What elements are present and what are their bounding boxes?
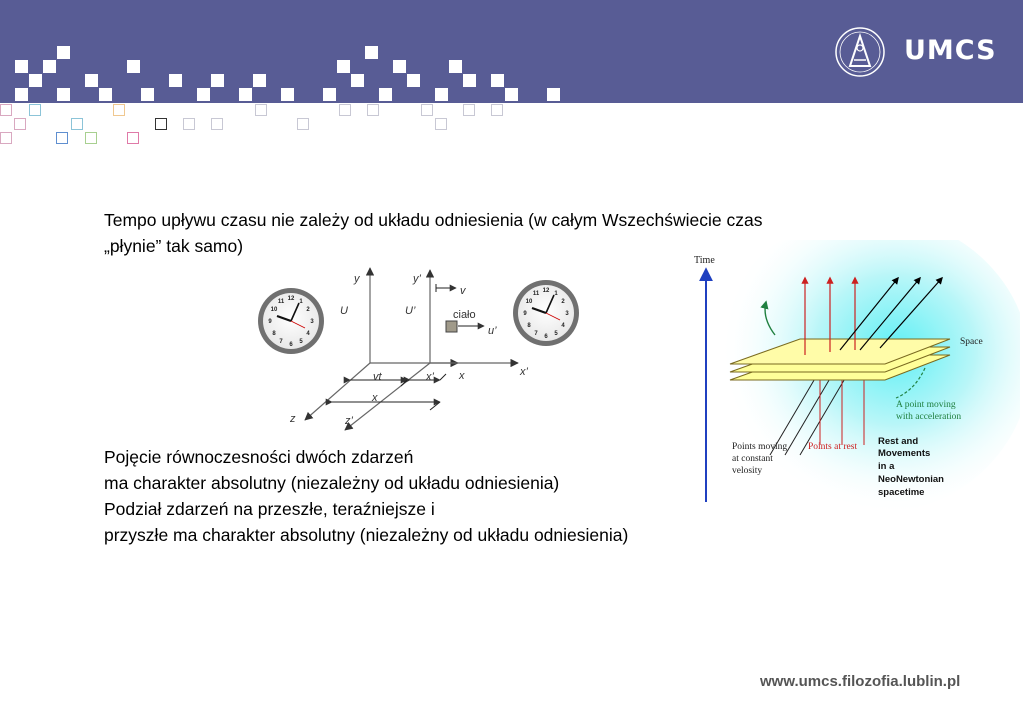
label-x-seg: x (372, 392, 378, 404)
text-line-4: ma charakter absolutny (niezależny od układu odniesienia) (104, 473, 560, 493)
label-const-3: velosity (732, 466, 763, 476)
clock-right (513, 280, 579, 346)
umcs-logo (834, 26, 997, 78)
clock-number: 1 (554, 291, 558, 297)
clock-number: 6 (544, 334, 548, 340)
z-axis (305, 363, 370, 420)
umcs-emblem-icon (834, 26, 890, 78)
label-v: v (460, 285, 466, 297)
body-box (446, 321, 457, 332)
text-line-1: Tempo upływu czasu nie zależy od układu odniesienia (w całym Wszechświecie czas (104, 210, 763, 230)
label-x-prime-seg: x’ (426, 371, 434, 383)
clock-number: 5 (299, 339, 303, 345)
text-line-2: „płynie” tak samo) (104, 236, 244, 256)
label-z: z (290, 413, 296, 425)
label-z-prime: z’ (345, 415, 353, 427)
label-x-prime-axis: x’ (520, 366, 528, 378)
title-line-4: NeoNewtonian (878, 474, 944, 485)
title-line-1: Rest and (878, 436, 919, 447)
label-y-prime: y’ (413, 273, 421, 285)
clock-number: 12 (287, 296, 295, 302)
label-const-2: at constant (732, 454, 773, 464)
clock-number: 10 (525, 299, 533, 305)
clock-number: 9 (523, 311, 527, 317)
clock-number: 4 (306, 331, 310, 337)
clock-number: 8 (272, 331, 276, 337)
label-U-prime: U’ (405, 305, 416, 317)
footer-url-link[interactable]: www.umcs.filozofia.lublin.pl (760, 673, 961, 690)
label-x-axis: x (459, 370, 465, 382)
text-line-3: Pojęcie równoczesności dwóch zdarzeń (104, 447, 414, 467)
label-vt: vt (373, 371, 382, 383)
clock-number: 11 (532, 291, 540, 297)
label-time: Time (694, 255, 715, 266)
clock-left (258, 288, 324, 354)
title-line-2: Movements (878, 448, 931, 459)
clock-number: 3 (310, 319, 314, 325)
label-accel-1: A point moving (896, 400, 956, 410)
clock-number: 10 (270, 307, 278, 313)
clock-number: 5 (554, 331, 558, 337)
label-space: Space (960, 337, 983, 347)
galilean-frames-figure (250, 262, 580, 432)
clock-number: 4 (561, 323, 565, 329)
title-line-5: spacetime (878, 487, 925, 498)
clock-number: 8 (527, 323, 531, 329)
label-u-prime: u’ (488, 325, 497, 337)
label-const-1: Points moving (732, 442, 788, 452)
label-body: ciało (453, 309, 476, 321)
text-line-6: przyszłe ma charakter absolutny (niezależny od układu odniesienia) (104, 525, 629, 545)
clock-number: 7 (279, 339, 283, 345)
clock-number: 12 (542, 288, 550, 294)
label-y: y (354, 273, 360, 285)
label-accel-2: with acceleration (896, 412, 962, 422)
clock-number: 11 (277, 299, 285, 305)
clock-number: 9 (268, 319, 272, 325)
clock-number: 3 (565, 311, 569, 317)
label-rest: Points at rest (808, 442, 858, 452)
clock-number: 7 (534, 331, 538, 337)
clock-number: 1 (299, 299, 303, 305)
clock-number: 2 (561, 299, 565, 305)
label-U: U (340, 305, 348, 317)
clock-number: 2 (306, 307, 310, 313)
logo-text: UMCS (904, 35, 997, 66)
clock-number: 6 (289, 342, 293, 348)
title-line-3: in a (878, 461, 895, 472)
text-line-5: Podział zdarzeń na przeszłe, teraźniejsze i (104, 499, 435, 519)
spacetime-figure (680, 240, 1020, 515)
